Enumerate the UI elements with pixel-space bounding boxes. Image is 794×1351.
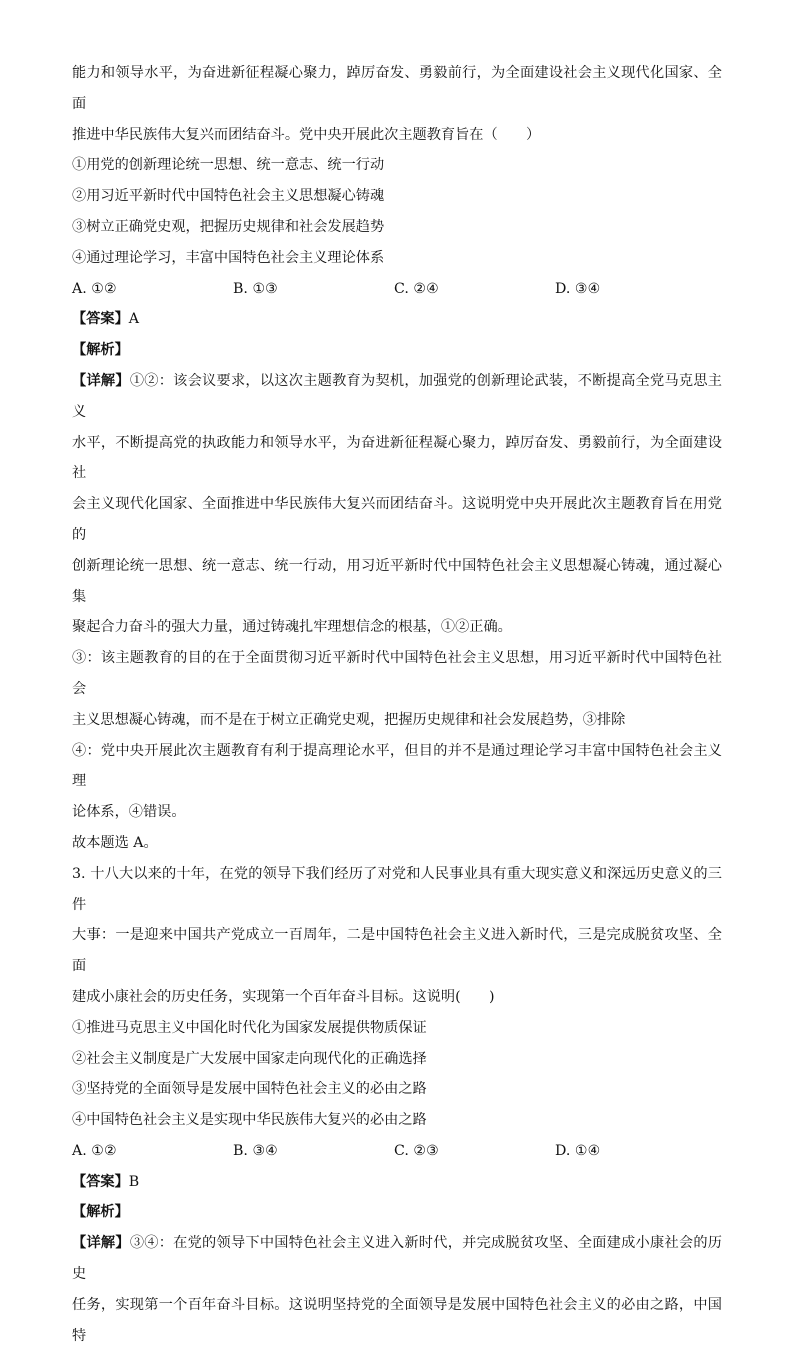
q3-detail-line-1 xyxy=(72,1228,722,1290)
q3-answer-label: 【答案】 xyxy=(72,1173,129,1190)
q2-choice-a: A. ①② xyxy=(72,280,117,297)
q3-choices xyxy=(72,1136,722,1167)
q3-stem-line-1: 3. 十八大以来的十年，在党的领导下我们经历了对党和人民事业具有重大现实意义和深远历史意义的三件 xyxy=(72,865,722,913)
q2-stem-line-2: 推进中华民族伟大复兴而团结奋斗。党中央开展此次主题教育旨在（ ） xyxy=(72,126,541,143)
q2-answer-label: 【答案】 xyxy=(72,311,129,328)
q2-choice-c: C. ②④ xyxy=(394,280,439,297)
q3-analysis-label: 【解析】 xyxy=(72,1204,129,1221)
q3-option-4: ④中国特色社会主义是实现中华民族伟大复兴的必由之路 xyxy=(72,1112,427,1129)
q3-detail-text-1: ③④：在党的领导下中国特色社会主义进入新时代，并完成脱贫攻坚、全面建成小康社会的历史 xyxy=(72,1235,722,1283)
q2-choices xyxy=(72,274,722,305)
q2-choice-b: B. ①③ xyxy=(233,280,278,297)
q3-analysis xyxy=(72,1197,722,1228)
q3-option-1: ①推进马克思主义中国化时代化为国家发展提供物质保证 xyxy=(72,1019,427,1036)
q2-detail-line-4: 创新理论统一思想、统一意志、统一行动，用习近平新时代中国特色社会主义思想凝心铸魂，通过凝心集 xyxy=(72,557,722,605)
q2-conclusion: 故本题选 A。 xyxy=(72,834,158,851)
q3-option-3: ③坚持党的全面领导是发展中国特色社会主义的必由之路 xyxy=(72,1081,427,1098)
q2-option-1: ①用党的创新理论统一思想、统一意志、统一行动 xyxy=(72,157,385,174)
q3-choice-a: A. ①② xyxy=(72,1142,117,1159)
q2-detail-label: 【详解】 xyxy=(72,372,130,389)
q2-analysis-label: 【解析】 xyxy=(72,342,129,359)
q2-stem-line-1: 能力和领导水平，为奋进新征程凝心聚力，踔厉奋发、勇毅前行，为全面建设社会主义现代化国家、全面 xyxy=(72,65,722,112)
q2-option-3: ③树立正确党史观，把握历史规律和社会发展趋势 xyxy=(72,218,385,235)
q2-detail-line-5: 聚起合力奋斗的强大力量，通过铸魂扎牢理想信念的根基，①②正确。 xyxy=(72,619,512,636)
q2-detail-line-1 xyxy=(72,366,722,428)
q2-option-2: ②用习近平新时代中国特色社会主义思想凝心铸魂 xyxy=(72,188,385,205)
q2-para3-line-2: 主义思想凝心铸魂，而不是在于树立正确党史观，把握历史规律和社会发展趋势，③排除 xyxy=(72,711,626,728)
q2-detail-line-3: 会主义现代化国家、全面推进中华民族伟大复兴而团结奋斗。这说明党中央开展此次主题教育旨在用党的 xyxy=(72,496,722,543)
q2-analysis xyxy=(72,335,722,366)
q2-answer xyxy=(72,304,722,335)
q2-choice-d: D. ③④ xyxy=(555,280,601,297)
q2-detail-line-2: 水平，不断提高党的执政能力和领导水平，为奋进新征程凝心聚力，踔厉奋发、勇毅前行，为全面建设社 xyxy=(72,434,722,482)
q3-choice-c: C. ②③ xyxy=(394,1142,439,1159)
q3-stem-line-2: 大事：一是迎来中国共产党成立一百周年，二是中国特色社会主义进入新时代，三是完成脱贫攻坚、全面 xyxy=(72,927,722,975)
q3-stem-line-3: 建成小康社会的历史任务，实现第一个百年奋斗目标。这说明( ) xyxy=(72,988,495,1005)
q2-detail-text-1: ①②：该会议要求，以这次主题教育为契机，加强党的创新理论武装，不断提高全党马克思主义 xyxy=(72,372,722,420)
q3-answer-value: B xyxy=(128,1173,140,1190)
q3-detail-line-2: 任务，实现第一个百年奋斗目标。这说明坚持党的全面领导是发展中国特色社会主义的必由之路，中国特 xyxy=(72,1296,722,1344)
q2-para4-line-2: 论体系，④错误。 xyxy=(72,804,186,821)
q3-option-2: ②社会主义制度是广大发展中国家走向现代化的正确选择 xyxy=(72,1050,427,1067)
q3-choice-b: B. ③④ xyxy=(233,1142,278,1159)
q2-para4-line-1: ④：党中央开展此次主题教育有利于提高理论水平，但目的并不是通过理论学习丰富中国特色社会主义理 xyxy=(72,742,722,790)
q2-answer-value: A xyxy=(128,311,140,328)
q3-choice-d: D. ①④ xyxy=(555,1142,601,1159)
q2-para3-line-1: ③：该主题教育的目的在于全面贯彻习近平新时代中国特色社会主义思想，用习近平新时代中国特色社会 xyxy=(72,650,722,697)
q3-answer xyxy=(72,1167,722,1198)
q2-option-4: ④通过理论学习，丰富中国特色社会主义理论体系 xyxy=(72,249,385,266)
q3-detail-label: 【详解】 xyxy=(72,1235,130,1252)
